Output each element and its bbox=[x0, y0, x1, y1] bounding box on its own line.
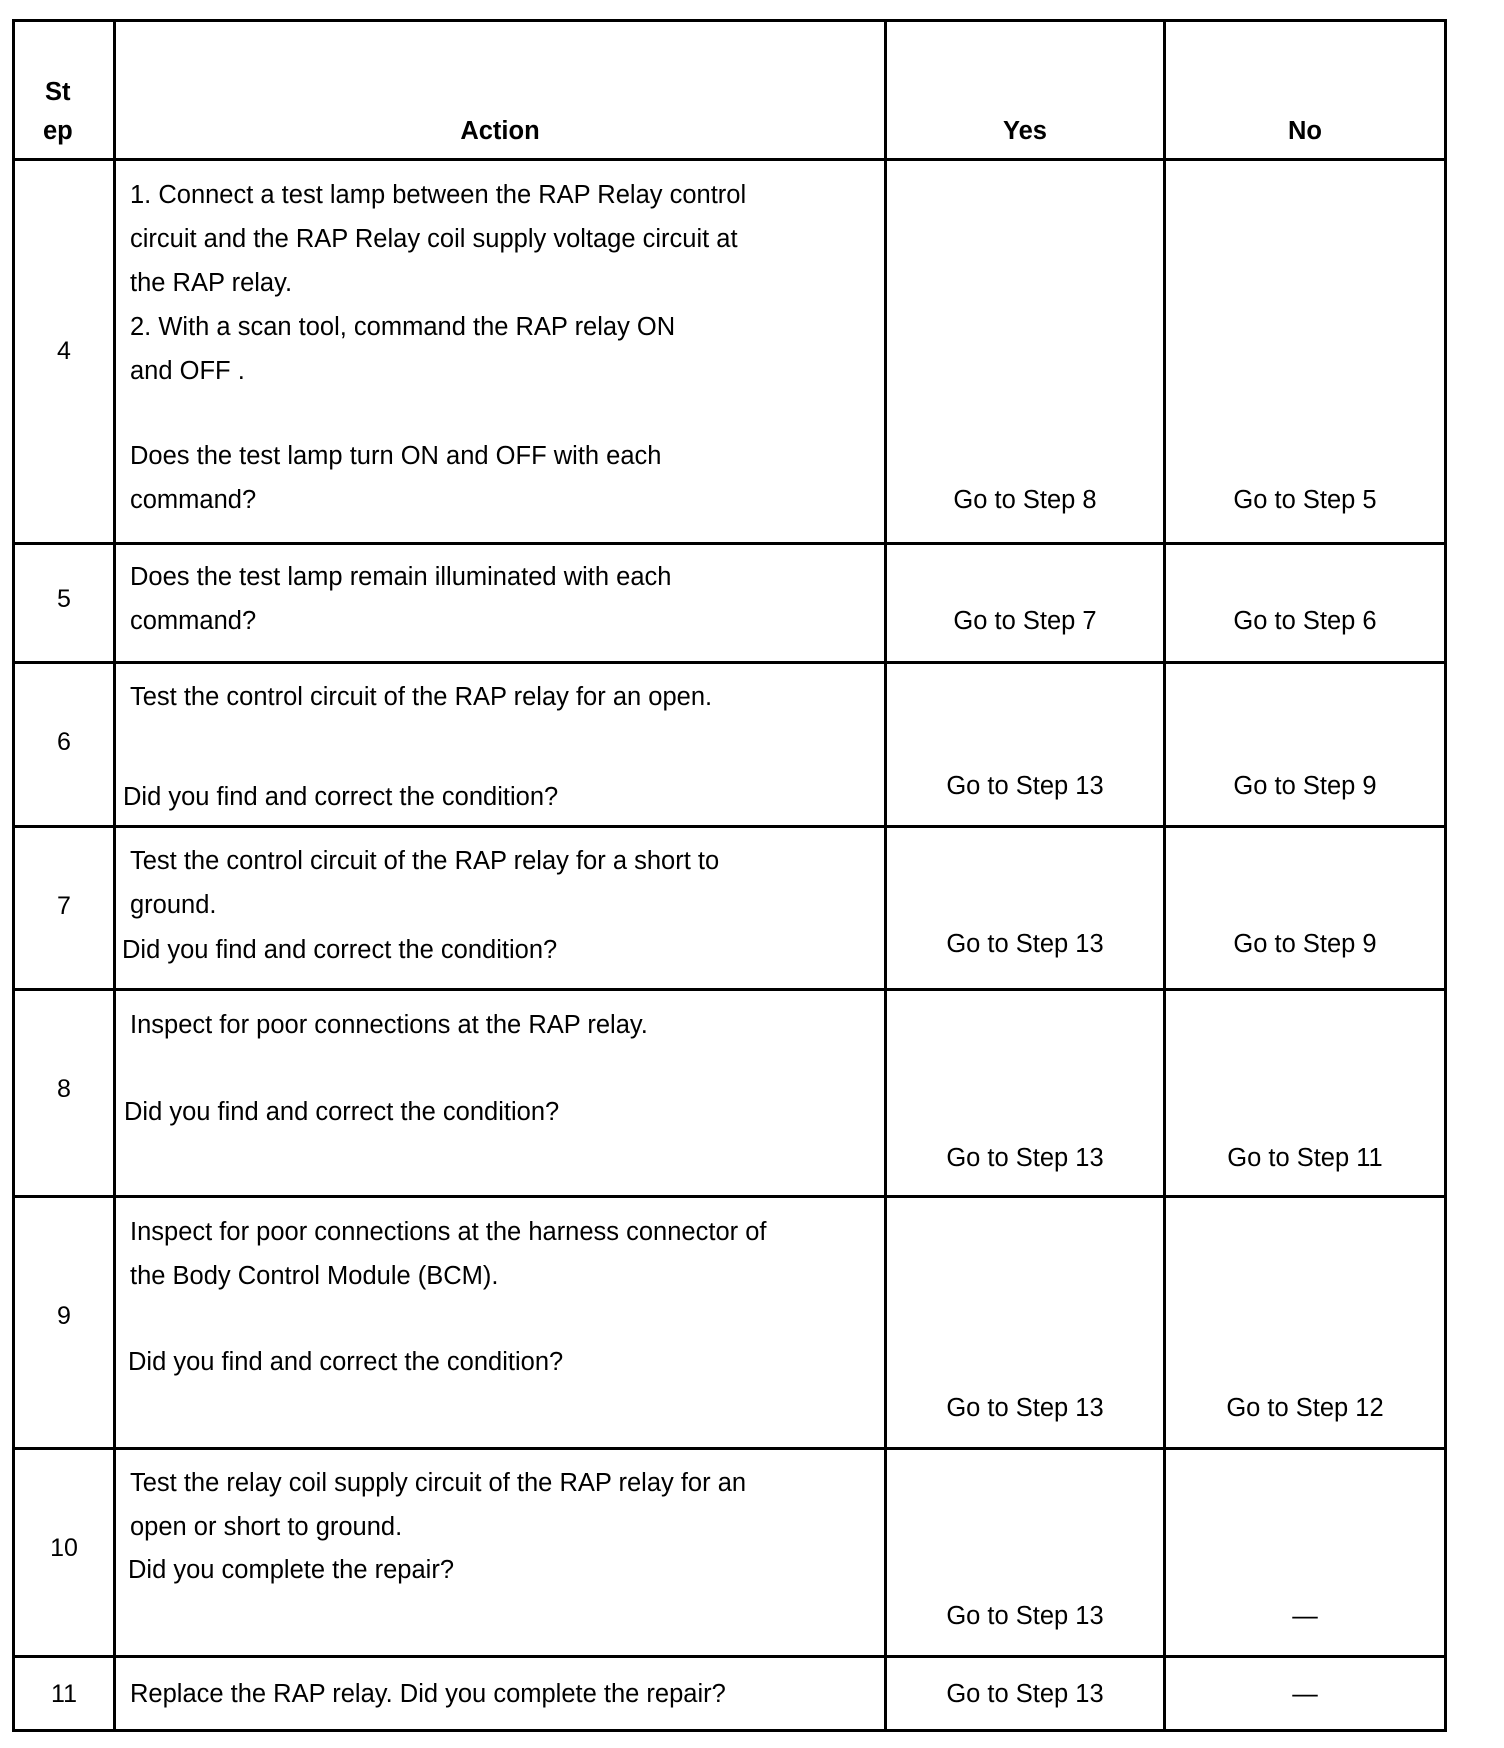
action-cell: Does the test lamp remain illuminated with each command? bbox=[115, 544, 886, 663]
action-cell: Test the relay coil supply circuit of the RAP relay for an open or short to ground. Did you complete the repair? bbox=[115, 1449, 886, 1657]
step-cell: 5 bbox=[14, 544, 115, 663]
yes-cell: Go to Step 7 bbox=[886, 544, 1165, 663]
action-cell: Inspect for poor connections at the harness connector of the Body Control Module (BCM). Did you find and correct the condition? bbox=[115, 1197, 886, 1449]
step-cell: 10 bbox=[14, 1449, 115, 1657]
yes-cell: Go to Step 13 bbox=[886, 663, 1165, 827]
table-row bbox=[14, 1197, 1446, 1449]
yes-cell: Go to Step 13 bbox=[886, 827, 1165, 990]
table-row bbox=[14, 663, 1446, 827]
table-row bbox=[14, 160, 1446, 544]
no-column-header: No bbox=[1165, 21, 1446, 160]
action-cell: Inspect for poor connections at the RAP relay. Did you find and correct the condition? bbox=[115, 990, 886, 1197]
step-cell: 6 bbox=[14, 663, 115, 827]
step-cell: 11 bbox=[14, 1657, 115, 1731]
action-cell: 1. Connect a test lamp between the RAP Relay control circuit and the RAP Relay coil supply voltage circuit at the RAP relay. 2. With a scan tool, command the RAP relay ON and OFF . Does the test lamp turn ON and OFF with each command? bbox=[115, 160, 886, 544]
no-cell: Go to Step 9 bbox=[1165, 827, 1446, 990]
table-row bbox=[14, 990, 1446, 1197]
yes-column-header: Yes bbox=[886, 21, 1165, 160]
no-cell: Go to Step 6 bbox=[1165, 544, 1446, 663]
action-cell: Test the control circuit of the RAP relay for a short to ground. Did you find and correct the condition? bbox=[115, 827, 886, 990]
table-row bbox=[14, 1449, 1446, 1657]
step-cell: 7 bbox=[14, 827, 115, 990]
action-cell: Test the control circuit of the RAP relay for an open. Did you find and correct the condition? bbox=[115, 663, 886, 827]
table-row bbox=[14, 1657, 1446, 1731]
yes-cell: Go to Step 13 bbox=[886, 1449, 1165, 1657]
diagnostic-table bbox=[12, 19, 1447, 1732]
yes-cell: Go to Step 13 bbox=[886, 990, 1165, 1197]
no-cell: — bbox=[1165, 1449, 1446, 1657]
action-cell: Replace the RAP relay. Did you complete the repair? bbox=[115, 1657, 886, 1731]
yes-cell: Go to Step 13 bbox=[886, 1657, 1165, 1731]
no-cell: Go to Step 11 bbox=[1165, 990, 1446, 1197]
table-row bbox=[14, 544, 1446, 663]
table-row bbox=[14, 827, 1446, 990]
yes-cell: Go to Step 13 bbox=[886, 1197, 1165, 1449]
step-cell: 8 bbox=[14, 990, 115, 1197]
step-column-header: St ep bbox=[14, 21, 115, 160]
no-cell: Go to Step 5 bbox=[1165, 160, 1446, 544]
yes-cell: Go to Step 8 bbox=[886, 160, 1165, 544]
no-cell: Go to Step 12 bbox=[1165, 1197, 1446, 1449]
header-row bbox=[14, 21, 1446, 160]
no-cell: Go to Step 9 bbox=[1165, 663, 1446, 827]
step-cell: 9 bbox=[14, 1197, 115, 1449]
step-cell: 4 bbox=[14, 160, 115, 544]
no-cell: — bbox=[1165, 1657, 1446, 1731]
action-column-header: Action bbox=[115, 21, 886, 160]
